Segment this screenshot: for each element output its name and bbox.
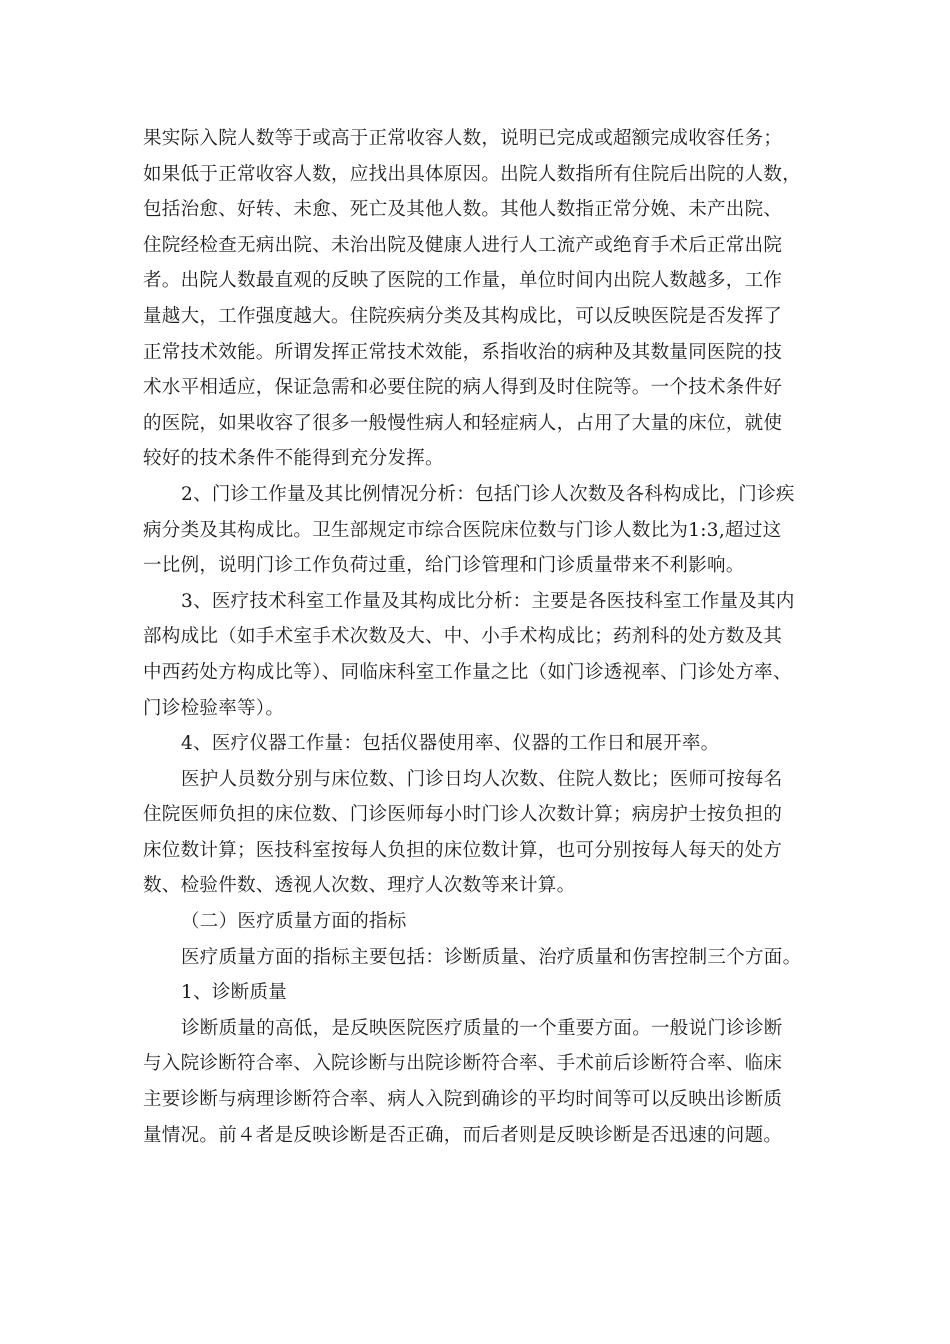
text-line: 包括治愈、好转、未愈、死亡及其他人数。其他人数指正常分娩、未产出院、 (143, 199, 783, 221)
text-line: 医疗质量方面的指标主要包括：诊断质量、治疗质量和伤害控制三个方面。 (181, 946, 802, 968)
text-line: 门诊检验率等）。 (143, 697, 285, 719)
text-line: 住院经检查无病出院、未治出院及健康人进行人工流产或绝育手术后正常出院 (143, 234, 783, 256)
paragraph-inpatient-analysis (143, 121, 833, 477)
text-line: （二）医疗质量方面的指标 (181, 911, 407, 933)
text-line: 2、门诊工作量及其比例情况分析：包括门诊人次数及各科构成比，门诊疾 (181, 483, 795, 505)
text-line: 术水平相适应，保证急需和必要住院的病人得到及时住院等。一个技术条件好 (143, 377, 783, 399)
text-line: 较好的技术条件不能得到充分发挥。 (143, 448, 444, 470)
text-line: 床位数计算；医技科室按每人负担的床位数计算，也可分别按每人每天的处方 (143, 839, 783, 861)
text-line: 量情况。前４者是反映诊断是否正确，而后者则是反映诊断是否迅速的问题。 (143, 1124, 783, 1146)
text-line: 与入院诊断符合率、入院诊断与出院诊断符合率、手术前后诊断符合率、临床 (143, 1053, 783, 1075)
text-line: 果实际入院人数等于或高于正常收容人数，说明已完成或超额完成收容任务； (143, 128, 783, 149)
paragraph-quality-overview (143, 940, 833, 976)
text-line: 数、检验件数、透视人次数、理疗人次数等来计算。 (143, 875, 576, 897)
paragraph-staff-ratio (143, 762, 833, 904)
text-line: 如果低于正常收容人数，应找出具体原因。出院人数指所有住院后出院的人数， (143, 163, 802, 185)
text-line: 住院医师负担的床位数、门诊医师每小时门诊人次数计算；病房护士按负担的 (143, 804, 783, 826)
paragraph-diagnosis-quality (143, 1011, 833, 1153)
text-line: 诊断质量的高低，是反映医院医疗质量的一个重要方面。一般说门诊诊断 (181, 1017, 783, 1039)
paragraph-outpatient-workload (143, 477, 833, 584)
text-line: 部构成比（如手术室手术次数及大、中、小手术构成比；药剂科的处方数及其 (143, 626, 783, 648)
text-line: 1、诊断质量 (181, 982, 288, 1004)
paragraph-medtech-workload (143, 584, 833, 726)
section-heading-quality-indicators (143, 904, 833, 940)
subheading-diagnosis-quality (143, 975, 833, 1011)
paragraph-instrument-workload (143, 726, 833, 762)
text-line: 主要诊断与病理诊断符合率、病人入院到确诊的平均时间等可以反映出诊断质 (143, 1089, 783, 1111)
text-line: 医护人员数分别与床位数、门诊日均人次数、住院人数比；医师可按每名 (181, 768, 783, 790)
text-line: 正常技术效能。所谓发挥正常技术效能，系指收治的病种及其数量同医院的技 (143, 341, 783, 363)
text-line: 病分类及其构成比。卫生部规定市综合医院床位数与门诊人数比为1:3,超过这 (143, 519, 782, 541)
document-body (143, 121, 833, 1153)
text-line: 者。出院人数最直观的反映了医院的工作量，单位时间内出院人数越多，工作 (143, 270, 783, 292)
text-line: 中西药处方构成比等）、同临床科室工作量之比（如门诊透视率、门诊处方率、 (143, 661, 792, 683)
text-line: 4、医疗仪器工作量：包括仪器使用率、仪器的工作日和展开率。 (181, 733, 720, 755)
text-line: 量越大，工作强度越大。住院疾病分类及其构成比，可以反映医院是否发挥了 (143, 305, 783, 327)
text-line: 3、医疗技术科室工作量及其构成比分析：主要是各医技科室工作量及其内 (181, 590, 795, 612)
text-line: 一比例，说明门诊工作负荷过重，给门诊管理和门诊质量带来不利影响。 (143, 555, 745, 577)
text-line: 的医院，如果收容了很多一般慢性病人和轻症病人，占用了大量的床位，就使 (143, 412, 783, 434)
